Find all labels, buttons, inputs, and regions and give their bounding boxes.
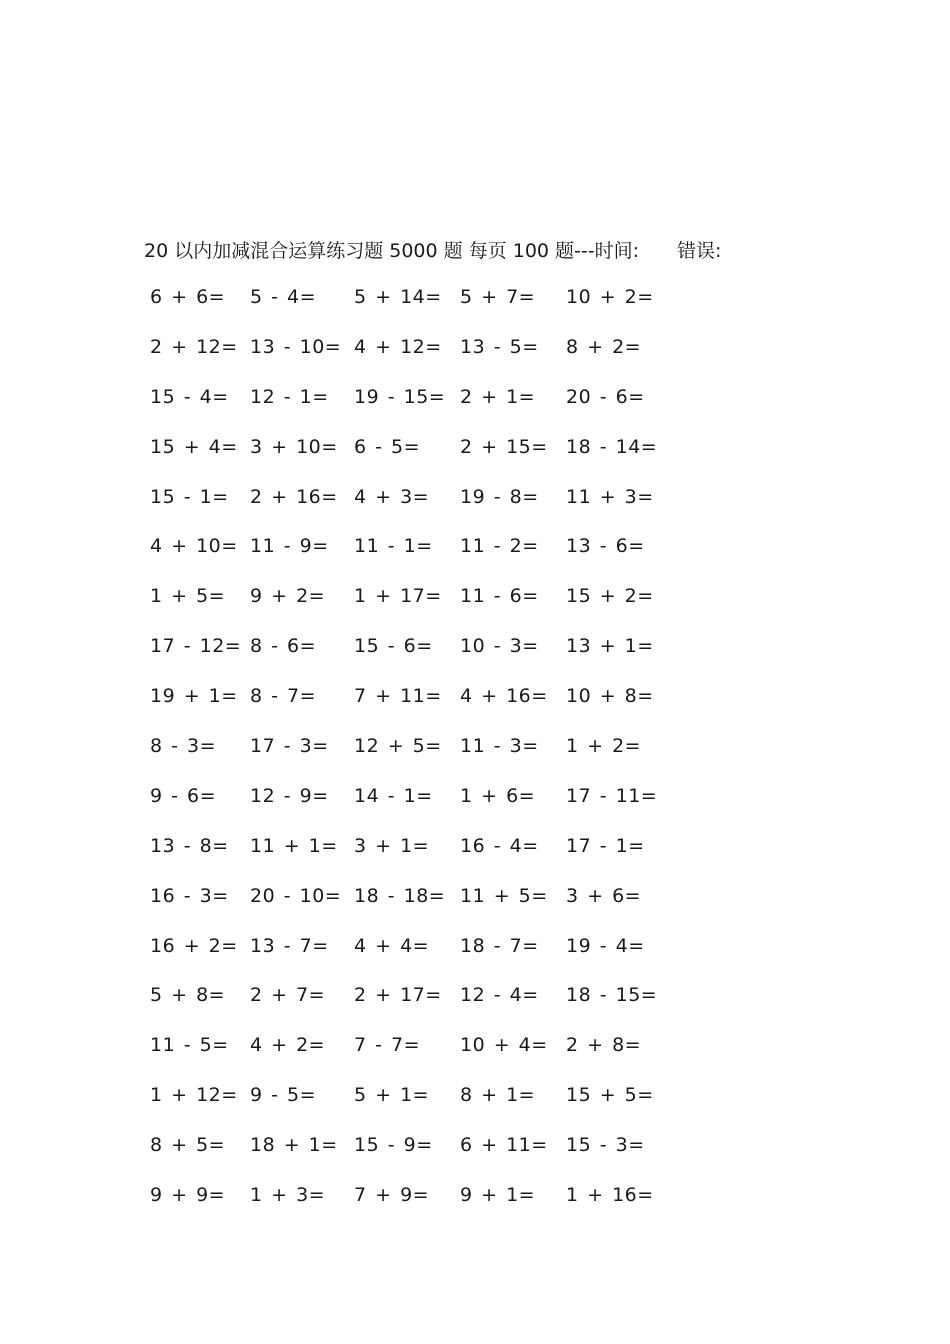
problem-item: 3 + 6= xyxy=(566,884,642,907)
worksheet-header xyxy=(144,236,721,263)
problem-item: 10 + 2= xyxy=(566,286,654,308)
problem-item: 12 + 5= xyxy=(354,735,442,758)
problem-item: 13 - 5= xyxy=(460,335,539,358)
problem-item: 5 + 1= xyxy=(354,1084,430,1107)
problem-item: 11 - 5= xyxy=(150,1034,229,1057)
problem-item: 3 + 1= xyxy=(354,834,430,857)
problem-item: 12 - 4= xyxy=(460,984,539,1007)
problem-item: 3 + 10= xyxy=(250,435,338,458)
problem-item: 17 - 3= xyxy=(250,735,329,758)
problem-item: 9 - 5= xyxy=(250,1084,317,1107)
problem-item: 6 - 5= xyxy=(354,435,421,458)
problem-item: 20 - 6= xyxy=(566,385,645,408)
problem-item: 13 - 7= xyxy=(250,934,329,957)
problem-item: 20 - 10= xyxy=(250,884,342,907)
problem-item: 1 + 6= xyxy=(460,784,536,807)
problem-item: 14 - 1= xyxy=(354,784,433,807)
problem-item: 11 + 1= xyxy=(250,834,338,857)
problem-item: 15 - 1= xyxy=(150,485,229,508)
problem-item: 11 + 3= xyxy=(566,485,654,508)
problem-item: 6 + 11= xyxy=(460,1134,548,1157)
problem-item: 4 + 4= xyxy=(354,934,430,957)
problem-item: 13 - 6= xyxy=(566,535,645,558)
problem-item: 2 + 7= xyxy=(250,984,326,1007)
error-label: 错误: xyxy=(677,240,722,262)
problem-item: 8 + 1= xyxy=(460,1084,536,1107)
problem-item: 11 - 1= xyxy=(354,535,433,558)
problem-item: 2 + 15= xyxy=(460,435,548,458)
problem-item: 15 + 2= xyxy=(566,585,654,608)
problem-item: 11 - 3= xyxy=(460,735,539,758)
problem-item: 18 + 1= xyxy=(250,1134,338,1157)
problem-item: 17 - 11= xyxy=(566,784,658,807)
problem-item: 5 + 14= xyxy=(354,286,442,308)
problem-item: 9 + 1= xyxy=(460,1184,536,1207)
problem-item: 9 + 2= xyxy=(250,585,326,608)
problem-item: 18 - 15= xyxy=(566,984,658,1007)
problem-item: 2 + 1= xyxy=(460,385,536,408)
problem-item: 1 + 5= xyxy=(150,585,226,608)
problem-item: 2 + 12= xyxy=(150,335,238,358)
problem-item: 13 - 8= xyxy=(150,834,229,857)
problem-item: 15 + 5= xyxy=(566,1084,654,1107)
problem-item: 6 + 6= xyxy=(150,286,226,308)
problem-item: 11 - 9= xyxy=(250,535,329,558)
problem-item: 8 - 7= xyxy=(250,685,317,708)
problem-item: 15 + 4= xyxy=(150,435,238,458)
problem-item: 18 - 14= xyxy=(566,435,658,458)
problem-item: 19 + 1= xyxy=(150,685,238,708)
problem-item: 9 + 9= xyxy=(150,1184,226,1207)
problem-item: 15 - 9= xyxy=(354,1134,433,1157)
problem-item: 2 + 17= xyxy=(354,984,442,1007)
problem-item: 1 + 16= xyxy=(566,1184,654,1207)
problem-item: 11 - 2= xyxy=(460,535,539,558)
problem-item: 18 - 18= xyxy=(354,884,446,907)
problem-item: 15 - 3= xyxy=(566,1134,645,1157)
problem-item: 4 + 3= xyxy=(354,485,430,508)
problem-item: 10 + 8= xyxy=(566,685,654,708)
problem-item: 19 - 4= xyxy=(566,934,645,957)
problem-item: 13 - 10= xyxy=(250,335,342,358)
problem-item: 17 - 1= xyxy=(566,834,645,857)
problem-item: 16 - 4= xyxy=(460,834,539,857)
problem-item: 4 + 10= xyxy=(150,535,238,558)
problem-item: 8 + 2= xyxy=(566,335,642,358)
problem-item: 5 + 7= xyxy=(460,286,536,308)
problem-item: 1 + 2= xyxy=(566,735,642,758)
problem-item: 15 - 4= xyxy=(150,385,229,408)
problem-item: 19 - 8= xyxy=(460,485,539,508)
problem-item: 4 + 12= xyxy=(354,335,442,358)
problem-item: 12 - 9= xyxy=(250,784,329,807)
problem-item: 7 + 9= xyxy=(354,1184,430,1207)
problem-item: 9 - 6= xyxy=(150,784,217,807)
problem-item: 8 + 5= xyxy=(150,1134,226,1157)
problem-item: 1 + 3= xyxy=(250,1184,326,1207)
problem-item: 19 - 15= xyxy=(354,385,446,408)
problem-item: 4 + 2= xyxy=(250,1034,326,1057)
problem-item: 1 + 12= xyxy=(150,1084,238,1107)
worksheet-title: 20 以内加减混合运算练习题 5000 题 每页 100 题---时间: xyxy=(144,240,640,262)
problem-item: 8 - 6= xyxy=(250,635,317,658)
problem-item: 1 + 17= xyxy=(354,585,442,608)
problem-item: 17 - 12= xyxy=(150,635,242,658)
problem-item: 18 - 7= xyxy=(460,934,539,957)
problem-item: 2 + 16= xyxy=(250,485,338,508)
problem-item: 16 - 3= xyxy=(150,884,229,907)
problem-item: 10 - 3= xyxy=(460,635,539,658)
problem-item: 11 + 5= xyxy=(460,884,548,907)
problem-item: 5 + 8= xyxy=(150,984,226,1007)
problem-item: 2 + 8= xyxy=(566,1034,642,1057)
problem-item: 12 - 1= xyxy=(250,385,329,408)
problem-item: 5 - 4= xyxy=(250,286,317,308)
problem-item: 10 + 4= xyxy=(460,1034,548,1057)
problem-item: 4 + 16= xyxy=(460,685,548,708)
problem-item: 7 + 11= xyxy=(354,685,442,708)
problem-item: 7 - 7= xyxy=(354,1034,421,1057)
problem-item: 15 - 6= xyxy=(354,635,433,658)
problem-item: 11 - 6= xyxy=(460,585,539,608)
problem-item: 8 - 3= xyxy=(150,735,217,758)
problem-item: 13 + 1= xyxy=(566,635,654,658)
problem-item: 16 + 2= xyxy=(150,934,238,957)
